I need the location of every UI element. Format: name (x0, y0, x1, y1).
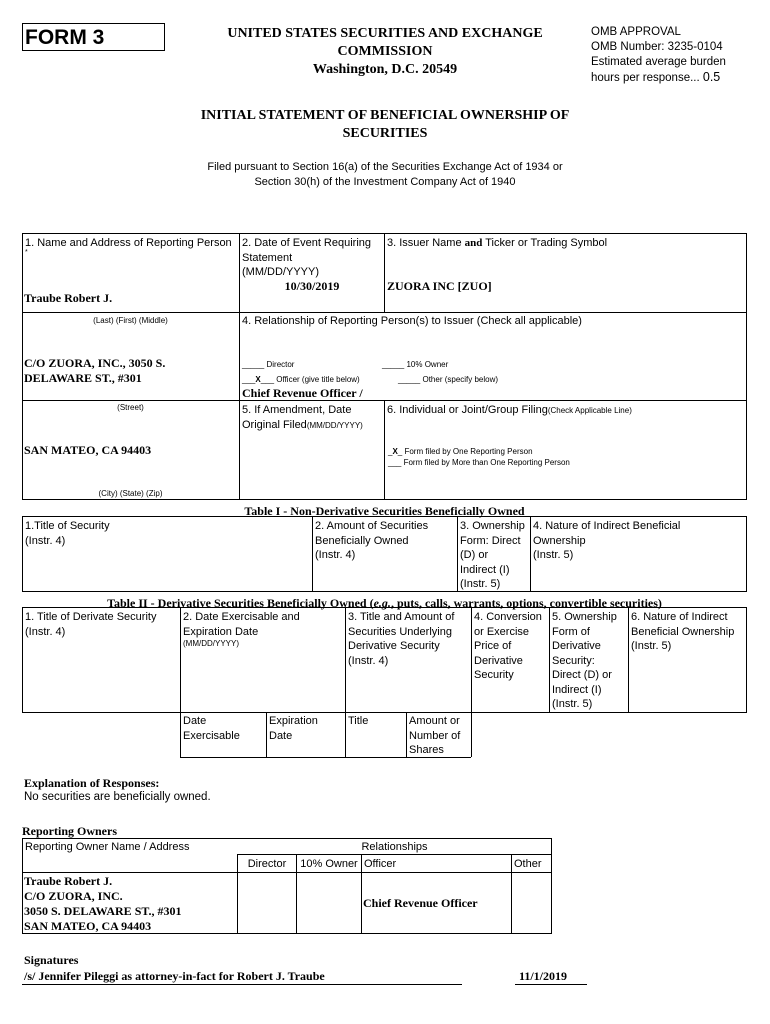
table1-title: Table I - Non-Derivative Securities Beneficially Owned (244, 504, 525, 518)
table2-sub-title: Title (348, 715, 369, 727)
table2-sub-date-exercisable: Date Exercisable (183, 715, 240, 742)
omb-hours-label: hours per response... (591, 72, 703, 84)
reporting-owners-heading: Reporting Owners (22, 824, 117, 838)
owners-col-other: Other (514, 858, 542, 870)
street-format-hint: (Street) (117, 403, 144, 412)
agency-name-line1: UNITED STATES SECURITIES AND EXCHANGE (227, 26, 543, 41)
city-state-zip: SAN MATEO, CA 94403 (24, 443, 152, 457)
filed-pursuant-line1: Filed pursuant to Section 16(a) of the Securities Exchange Act of 1934 or (207, 161, 563, 173)
table2-col-dates: 2. Date Exercisable and Expiration Date (MM/DD/YYYY) (183, 611, 300, 648)
table1-col-nature: 4. Nature of Indirect Beneficial Ownership (Instr. 5) (533, 520, 681, 561)
owners-col-officer: Officer (364, 858, 397, 870)
street-address: C/O ZUORA, INC., 3050 S. DELAWARE ST., #301 (24, 356, 166, 385)
form-title-box (22, 23, 165, 51)
relationship-label: 4. Relationship of Reporting Person(s) to Issuer (Check all applicable) (242, 315, 582, 327)
city-format-hint: (City) (State) (Zip) (98, 489, 163, 498)
issuer-label: 3. Issuer Name and Ticker or Trading Symbol (387, 237, 608, 249)
table1-col-title: 1.Title of Security (Instr. 4) (25, 520, 110, 547)
issuer-value: ZUORA INC [ZUO] (387, 279, 492, 293)
form-title: FORM 3 (25, 26, 105, 49)
event-date-value: 10/30/2019 (284, 279, 340, 293)
owner-officer-title: Chief Revenue Officer (363, 896, 478, 910)
ten-percent-owner-option: _____ 10% Owner (382, 360, 449, 369)
omb-burden-label: Estimated average burden (591, 56, 726, 68)
explanation-text: No securities are beneficially owned. (24, 791, 211, 803)
signatures-heading: Signatures (24, 953, 79, 967)
owners-col-owner: 10% Owner (300, 858, 358, 870)
owners-col-director: Director (247, 858, 287, 870)
table2-sub-expiration: Expiration Date (269, 715, 318, 742)
other-option: _____ Other (specify below) (398, 375, 499, 384)
omb-hours-line (591, 70, 766, 86)
reporting-person-name: Traube Robert J. (24, 291, 113, 305)
omb-number: OMB Number: 3235-0104 (591, 41, 723, 53)
table2-title: Table II - Derivative Securities Beneficially Owned (e.g., puts, calls, warrants, options, convertible securities) (107, 596, 662, 610)
signature-date-underline (515, 984, 587, 985)
owners-col-relationships: Relationships (361, 841, 428, 853)
owner-name-address: Traube Robert J. C/O ZUORA, INC. 3050 S. DELAWARE ST., #301 SAN MATEO, CA 94403 (24, 874, 182, 933)
omb-hours-value: 0.5 (702, 70, 721, 84)
table2-col-nature: 6. Nature of Indirect Beneficial Ownership (Instr. 5) (631, 611, 735, 652)
filed-pursuant-line2: Section 30(h) of the Investment Company Act of 1940 (254, 176, 516, 188)
owners-col-name: Reporting Owner Name / Address (25, 841, 190, 853)
signature-underline (22, 984, 462, 985)
agency-location: Washington, D.C. 20549 (312, 62, 458, 77)
divider (22, 400, 747, 401)
name-address-label: 1. Name and Address of Reporting Person (25, 237, 232, 249)
filed-pursuant-note (170, 160, 600, 190)
table2-col-conversion: 4. Conversion or Exercise Price of Derivative Security (474, 611, 542, 681)
explanation-heading: Explanation of Responses: (24, 776, 160, 790)
agency-name-line2: COMMISSION (337, 44, 433, 59)
table2-col-ownership-form: 5. Ownership Form of Derivative Security: Direct (D) or Indirect (I) (Instr. 5) (552, 611, 617, 710)
statement-title-line1: INITIAL STATEMENT OF BENEFICIAL OWNERSHIP OF (200, 108, 570, 123)
director-option: _____ Director (242, 360, 295, 369)
statement-title (170, 107, 600, 143)
omb-approval-block (591, 25, 766, 86)
signature-line: /s/ Jennifer Pileggi as attorney-in-fact for Robert J. Traube (24, 969, 325, 983)
officer-option: ___X___ Officer (give title below) (242, 375, 360, 384)
omb-heading: OMB APPROVAL (591, 26, 681, 38)
event-date-label: 2. Date of Event Requiring Statement (MM/DD/YYYY) (242, 237, 372, 278)
table2-col-underlying: 3. Title and Amount of Securities Underlying Derivative Security (Instr. 4) (348, 611, 455, 667)
signature-date: 11/1/2019 (519, 969, 568, 983)
multi-filer-option: ___ Form filed by More than One Reporting Person (388, 458, 570, 467)
statement-title-line2: SECURITIES (342, 126, 428, 141)
table1-col-ownership-form: 3. Ownership Form: Direct (D) or Indirect (I) (Instr. 5) (460, 520, 525, 590)
group-filing-label: 6. Individual or Joint/Group Filing(Check Applicable Line) (387, 404, 632, 416)
table2-col-title: 1. Title of Derivate Security (Instr. 4) (25, 611, 157, 638)
agency-block (200, 25, 570, 79)
name-format-hint: (Last) (First) (Middle) (93, 316, 168, 325)
single-filer-option: _X_ Form filed by One Reporting Person (388, 447, 533, 456)
name-required-mark: * (25, 249, 28, 256)
officer-title: Chief Revenue Officer / (242, 386, 363, 400)
table1-col-amount: 2. Amount of Securities Beneficially Owned (Instr. 4) (315, 520, 429, 561)
table2-sub-amount: Amount or Number of Shares (409, 715, 461, 756)
amendment-date-label: 5. If Amendment, Date Original Filed(MM/DD/YYYY) (242, 404, 363, 431)
